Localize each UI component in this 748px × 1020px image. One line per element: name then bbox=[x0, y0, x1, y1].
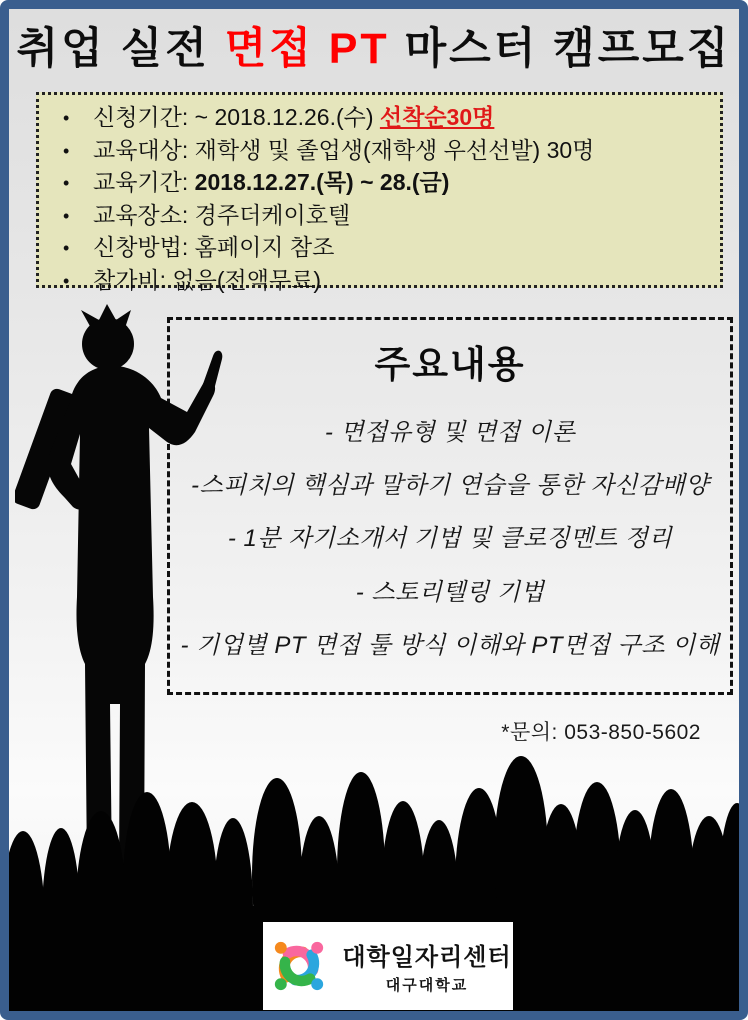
info-row-apply-period bbox=[63, 102, 710, 135]
main-item: - 면접유형 및 면접 이론 bbox=[324, 419, 576, 447]
bullet-icon: • bbox=[63, 270, 70, 291]
logo-text bbox=[342, 937, 511, 995]
bullet-icon: • bbox=[63, 238, 70, 258]
info-box bbox=[36, 92, 723, 293]
info-text: 신청기간: ~ 2018.12.26.(수) bbox=[93, 104, 380, 130]
title-part2: 마스터 캠프모집 bbox=[389, 25, 732, 73]
main-item: - 스토리텔링 기법 bbox=[355, 578, 545, 606]
bullet-icon: • bbox=[63, 205, 70, 226]
bullet-icon: • bbox=[63, 140, 70, 161]
info-text: 신창방법: 홈페이지 참조 bbox=[93, 234, 335, 260]
training-dates: 2018.12.27.(목) ~ 28.(금) bbox=[194, 169, 450, 195]
bullet-icon: • bbox=[63, 108, 70, 128]
contact-phone: *문의: 053-850-5602 bbox=[501, 721, 701, 744]
logo-org-name: 대학일자리센터 bbox=[342, 944, 512, 971]
main-heading: 주요내용 bbox=[374, 344, 526, 385]
info-row-place bbox=[63, 200, 710, 233]
poster-title bbox=[9, 17, 739, 81]
info-row-target bbox=[63, 135, 710, 168]
main-item: - 1분 자기소개서 기법 및 클로징멘트 정리 bbox=[227, 525, 673, 553]
main-items bbox=[170, 388, 730, 692]
info-row-period bbox=[63, 167, 710, 200]
main-item: - 기업별 PT 면접 툴 방식 이해와 PT면접 구조 이해 bbox=[180, 631, 720, 659]
main-item: -스피치의 핵심과 말하기 연습을 통한 자신감배양 bbox=[190, 472, 709, 500]
first-come-notice: 선착순30명 bbox=[379, 104, 495, 130]
info-row-how-to-apply bbox=[63, 232, 710, 265]
info-text: 교육기간: bbox=[93, 169, 195, 195]
info-text: 교육장소: 경주더케이호텔 bbox=[93, 201, 351, 228]
info-text: 교육대상: 재학생 및 졸업생(재학생 우선선발) 30명 bbox=[93, 136, 595, 163]
main-content-box bbox=[167, 317, 733, 695]
info-text: 참가비: 없음(전액무료) bbox=[93, 266, 322, 293]
info-row-fee bbox=[63, 265, 710, 298]
title-part1: 취업 실전 bbox=[16, 25, 225, 73]
logo-box bbox=[263, 922, 513, 1010]
logo-university-name: 대구대학교 bbox=[385, 977, 469, 994]
title-highlight: 면접 PT bbox=[224, 25, 390, 73]
bullet-icon: • bbox=[63, 173, 70, 193]
people-circle-logo-icon bbox=[264, 931, 334, 1001]
